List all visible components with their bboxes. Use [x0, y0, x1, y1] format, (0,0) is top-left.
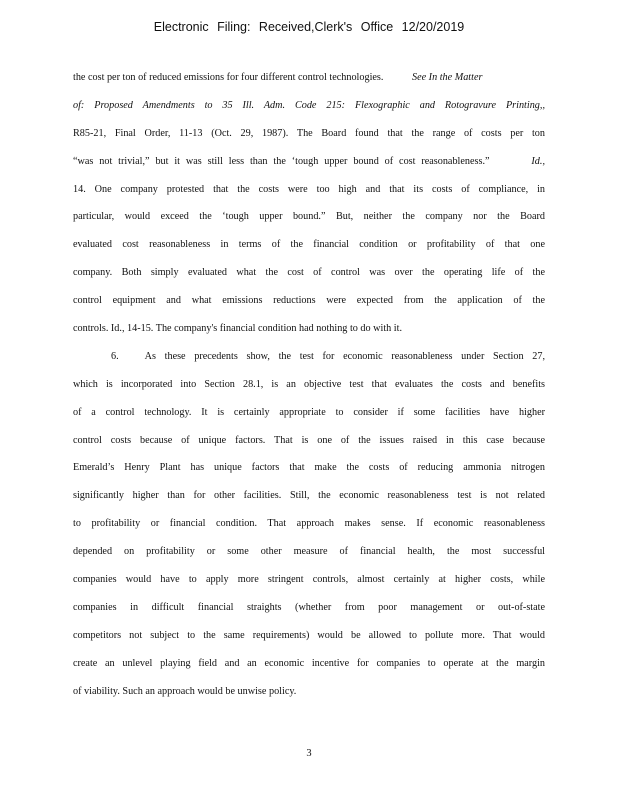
text-line: particular, would exceed the ‘tough upper bound.” But, neither the company nor the Board: [73, 211, 545, 223]
text-line: Emerald’s Henry Plant has unique factors that make the costs of reducing ammonia nitrogen: [73, 462, 545, 474]
text-line: competitors not subject to the same requirements) would be allowed to pollute more. That would: [73, 629, 545, 641]
text-line: “was not trivial,” but it was still less than the ‘tough upper bound of cost reasonableness.” Id.,: [73, 155, 545, 167]
citation-text: Id.,: [531, 155, 545, 167]
citation-text: See In the Matter: [412, 72, 483, 83]
paragraph-number: 6.: [111, 350, 119, 362]
filing-stamp-header: Electronic Filing: Received,Clerk's Office 12/20/2019: [153, 20, 465, 34]
text-line: of a control technology. It is certainly appropriate to consider if some facilities have higher: [73, 406, 545, 418]
paragraph-5-continued: [73, 67, 545, 346]
text-line: 6. As these precedents show, the test for economic reasonableness under Section 27,: [111, 350, 545, 362]
text-line: evaluated cost reasonableness in terms of the financial condition or profitability of that one: [73, 239, 545, 251]
text-line: which is incorporated into Section 28.1, is an objective test that evaluates the costs and benefits: [73, 378, 545, 390]
text-line: controls. Id., 14-15. The company's financial condition had nothing to do with it.: [73, 323, 403, 335]
text-line: companies would have to apply more stringent controls, almost certainly at higher costs, while: [73, 574, 545, 586]
page-number: 3: [306, 748, 312, 759]
text-line: to profitability or financial condition. That approach makes sense. If economic reasonableness: [73, 518, 545, 530]
text-line: of viability. Such an approach would be unwise policy.: [73, 685, 297, 697]
text-line: create an unlevel playing field and an economic incentive for companies to operate at the margin: [73, 657, 545, 669]
text-line: of: Proposed Amendments to 35 Ill. Adm. Code 215: Flexographic and Rotogravure Printing,,: [73, 99, 545, 111]
text-line: companies in difficult financial straights (whether from poor management or out-of-state: [73, 601, 545, 613]
text-line: company. Both simply evaluated what the cost of control was over the operating life of the: [73, 267, 545, 279]
text-line: control equipment and what emissions reductions were expected from the application of the: [73, 295, 545, 307]
document-body: [73, 67, 545, 708]
paragraph-6: [73, 346, 545, 709]
text-line: control costs because of unique factors. That is one of the issues raised in this case because: [73, 434, 545, 446]
text-line: the cost per ton of reduced emissions for four different control technologies. See In the Matter: [73, 72, 483, 83]
text-line: R85-21, Final Order, 11-13 (Oct. 29, 1987). The Board found that the range of costs per ton: [73, 127, 545, 139]
text-line: depended on profitability or some other measure of financial health, the most successful: [73, 546, 545, 558]
text-line: 14. One company protested that the costs were too high and that its costs of compliance, in: [73, 183, 545, 195]
text-line: significantly higher than for other facilities. Still, the economic reasonableness test is not related: [73, 490, 545, 502]
